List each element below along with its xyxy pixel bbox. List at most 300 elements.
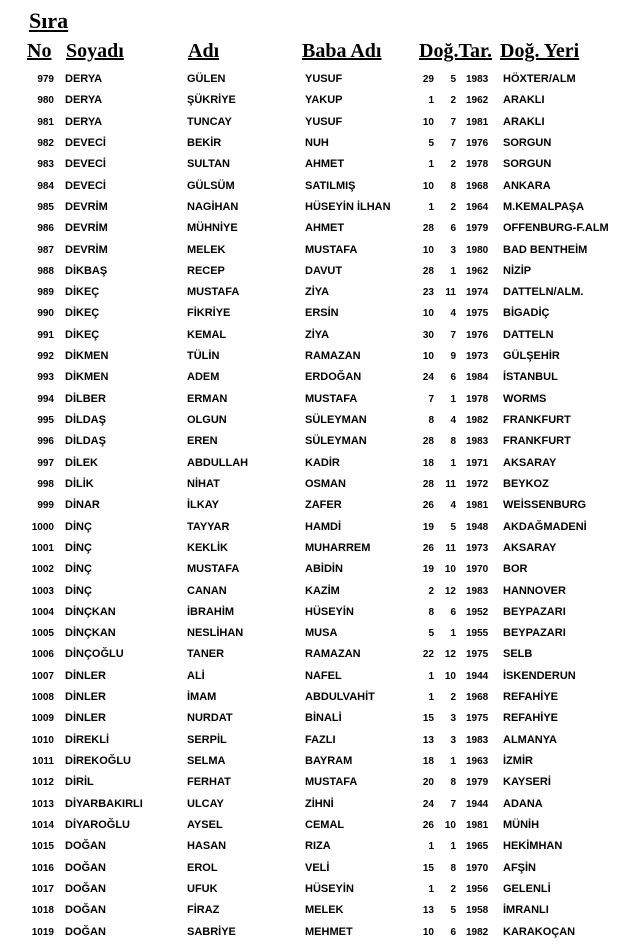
surname: DEVECİ xyxy=(65,158,106,171)
birth-month: 4 xyxy=(450,308,456,320)
first-name: GÜLSÜM xyxy=(187,179,235,192)
row-number: 1012 xyxy=(31,777,54,789)
surname: DERYA xyxy=(65,94,103,107)
birth-place: HANNOVER xyxy=(503,584,566,597)
father-name: ZİHNİ xyxy=(305,797,334,810)
birth-month: 9 xyxy=(450,351,456,363)
row-number: 990 xyxy=(37,308,54,320)
birth-place: WORMS xyxy=(503,392,547,405)
birth-day: 20 xyxy=(422,777,434,789)
birth-year: 1948 xyxy=(466,521,489,533)
first-name: TAYYAR xyxy=(187,520,230,533)
row-number: 1013 xyxy=(31,798,54,810)
father-name: MUSTAFA xyxy=(305,392,358,405)
birth-year: 1968 xyxy=(466,180,489,192)
birth-day: 28 xyxy=(422,478,434,490)
row-number: 1004 xyxy=(31,606,54,618)
birth-place: ADANA xyxy=(503,797,543,810)
birth-year: 1972 xyxy=(466,478,489,490)
birth-year: 1980 xyxy=(466,244,489,256)
surname: DİREKOĞLU xyxy=(65,755,131,767)
table-row xyxy=(0,325,630,346)
first-name: İMAM xyxy=(187,691,217,704)
table-row xyxy=(0,154,630,175)
birth-day: 1 xyxy=(428,95,434,107)
father-name: VELİ xyxy=(305,861,330,874)
row-number: 1000 xyxy=(31,521,54,533)
birth-year: 1984 xyxy=(466,372,489,384)
birth-year: 1956 xyxy=(466,883,489,895)
birth-month: 1 xyxy=(450,265,456,277)
father-name: SATILMIŞ xyxy=(305,179,356,192)
birth-place: GÜLŞEHİR xyxy=(503,350,560,363)
birth-day: 19 xyxy=(422,521,434,533)
birth-year: 1962 xyxy=(466,265,489,277)
birth-month: 5 xyxy=(450,521,456,533)
birth-month: 10 xyxy=(444,670,456,682)
birth-year: 1979 xyxy=(466,777,489,789)
birth-month: 1 xyxy=(450,628,456,640)
first-name: TÜLİN xyxy=(187,350,220,363)
row-number: 988 xyxy=(37,265,54,277)
table-row xyxy=(0,794,630,815)
birth-year: 1970 xyxy=(466,564,489,576)
table-row xyxy=(0,112,630,133)
surname: DİKEÇ xyxy=(65,286,100,299)
row-number: 1007 xyxy=(31,670,54,682)
birth-month: 5 xyxy=(450,74,456,85)
surname: DİNLER xyxy=(65,691,106,704)
first-name: NAGİHAN xyxy=(187,200,239,213)
surname: DİNÇ xyxy=(65,520,92,533)
first-name: SELMA xyxy=(187,755,226,767)
birth-day: 10 xyxy=(422,308,434,320)
surname: DİNÇ xyxy=(65,584,92,597)
birth-day: 1 xyxy=(428,670,434,682)
father-name: SÜLEYMAN xyxy=(305,414,367,426)
father-name: YAKUP xyxy=(305,94,343,107)
surname: DİLBER xyxy=(65,392,106,405)
first-name: ADEM xyxy=(187,371,220,384)
first-name: MUSTAFA xyxy=(187,286,240,299)
surname: DERYA xyxy=(65,73,103,85)
table-row xyxy=(0,495,630,516)
birth-place: BEYKOZ xyxy=(503,477,549,490)
first-name: ŞÜKRİYE xyxy=(187,94,236,107)
birth-place: M.KEMALPAŞA xyxy=(503,200,585,213)
surname: DİKEÇ xyxy=(65,307,100,320)
row-number: 992 xyxy=(37,351,54,363)
row-number: 1002 xyxy=(31,564,54,576)
row-number: 995 xyxy=(37,415,54,426)
birth-day: 15 xyxy=(422,713,434,725)
birth-place: AKDAĞMADENİ xyxy=(503,520,587,533)
table-row xyxy=(0,900,630,921)
father-name: ZİYA xyxy=(305,328,330,341)
birth-month: 6 xyxy=(450,223,456,235)
father-name: ERSİN xyxy=(305,307,339,320)
birth-day: 26 xyxy=(422,500,434,512)
birth-place: BİGADİÇ xyxy=(503,307,550,320)
father-name: NUH xyxy=(305,136,329,149)
first-name: TUNCAY xyxy=(187,115,232,128)
birth-month: 11 xyxy=(445,542,456,554)
birth-year: 1978 xyxy=(466,159,489,171)
birth-month: 1 xyxy=(450,457,456,469)
father-name: KADİR xyxy=(305,456,340,469)
birth-day: 26 xyxy=(422,542,434,554)
birth-day: 8 xyxy=(428,415,434,426)
father-name: ABİDİN xyxy=(305,563,343,576)
first-name: HASAN xyxy=(187,840,227,853)
row-number: 1016 xyxy=(31,862,54,874)
birth-month: 8 xyxy=(450,180,456,192)
father-name: MELEK xyxy=(305,904,344,917)
birth-year: 1975 xyxy=(466,713,489,725)
birth-place: REFAHİYE xyxy=(503,691,559,704)
birth-day: 5 xyxy=(428,137,434,149)
father-name: HAMDİ xyxy=(305,520,342,533)
birth-day: 13 xyxy=(422,734,434,746)
birth-year: 1983 xyxy=(466,436,489,448)
birth-day: 18 xyxy=(422,756,434,767)
surname: DİKMEN xyxy=(65,350,109,363)
birth-month: 10 xyxy=(444,819,456,831)
surname: DOĞAN xyxy=(65,861,106,874)
records-table xyxy=(0,69,630,943)
birth-year: 1965 xyxy=(466,841,489,853)
row-number: 996 xyxy=(37,436,54,448)
birth-day: 1 xyxy=(428,201,434,213)
table-row xyxy=(0,581,630,602)
birth-place: ANKARA xyxy=(503,179,551,192)
father-name: RAMAZAN xyxy=(305,648,361,661)
birth-year: 1983 xyxy=(466,74,489,85)
father-name: FAZLI xyxy=(305,733,336,746)
birth-day: 19 xyxy=(422,564,434,576)
father-name: MUSTAFA xyxy=(305,243,358,256)
birth-year: 1952 xyxy=(466,606,489,618)
birth-month: 4 xyxy=(450,415,456,426)
surname: DİYAROĞLU xyxy=(65,818,130,831)
surname: DİLDAŞ xyxy=(65,414,106,426)
row-number: 1015 xyxy=(31,841,54,853)
first-name: BEKİR xyxy=(187,136,222,149)
birth-year: 1944 xyxy=(466,670,489,682)
birth-place: HÖXTER/ALM xyxy=(503,73,576,85)
birth-day: 22 xyxy=(422,649,434,661)
birth-year: 1970 xyxy=(466,862,489,874)
first-name: OLGUN xyxy=(187,414,227,426)
table-row xyxy=(0,772,630,793)
row-number: 987 xyxy=(37,244,54,256)
surname: DİNLER xyxy=(65,712,106,725)
birth-place: KAYSERİ xyxy=(503,776,551,789)
birth-day: 2 xyxy=(428,585,434,597)
birth-month: 2 xyxy=(450,201,456,213)
birth-place: HEKİMHAN xyxy=(503,840,563,853)
surname: DİLDAŞ xyxy=(65,435,106,448)
first-name: AYSEL xyxy=(187,818,223,831)
first-name: İLKAY xyxy=(187,499,219,512)
header-baba-adi: Baba Adı xyxy=(302,40,382,62)
father-name: CEMAL xyxy=(305,818,345,831)
surname: DEVRİM xyxy=(65,200,108,213)
table-row xyxy=(0,922,630,943)
birth-year: 1983 xyxy=(466,585,489,597)
row-number: 985 xyxy=(37,201,54,213)
birth-month: 7 xyxy=(450,329,456,341)
birth-month: 8 xyxy=(450,862,456,874)
table-row xyxy=(0,282,630,303)
row-number: 982 xyxy=(37,137,54,149)
birth-place: İZMİR xyxy=(503,755,533,767)
table-row xyxy=(0,858,630,879)
birth-month: 7 xyxy=(450,116,456,128)
birth-place: NİZİP xyxy=(503,264,532,277)
birth-month: 11 xyxy=(445,287,456,299)
father-name: HÜSEYİN İLHAN xyxy=(305,200,391,213)
first-name: FİKRİYE xyxy=(187,307,231,320)
birth-month: 5 xyxy=(450,905,456,917)
father-name: SÜLEYMAN xyxy=(305,435,367,448)
birth-month: 1 xyxy=(450,841,456,853)
row-number: 984 xyxy=(37,180,54,192)
birth-place: BEYPAZARI xyxy=(503,605,566,618)
surname: DERYA xyxy=(65,115,103,128)
surname: DİNÇOĞLU xyxy=(65,648,124,661)
birth-place: AKSARAY xyxy=(503,456,557,469)
table-row xyxy=(0,176,630,197)
birth-place: ALMANYA xyxy=(503,733,557,746)
birth-year: 1964 xyxy=(466,201,489,213)
birth-day: 28 xyxy=(422,436,434,448)
birth-day: 26 xyxy=(422,819,434,831)
first-name: NESLİHAN xyxy=(187,627,244,640)
birth-place: ARAKLI xyxy=(503,115,545,128)
father-name: ERDOĞAN xyxy=(305,371,362,384)
father-name: KAZİM xyxy=(305,584,340,597)
table-row xyxy=(0,751,630,772)
table-row xyxy=(0,644,630,665)
birth-year: 1958 xyxy=(466,905,489,917)
birth-place: AKSARAY xyxy=(503,541,557,554)
birth-month: 12 xyxy=(444,649,456,661)
row-number: 1011 xyxy=(32,756,54,767)
birth-place: BEYPAZARI xyxy=(503,627,566,640)
birth-day: 28 xyxy=(422,265,434,277)
first-name: ABDULLAH xyxy=(187,456,249,469)
father-name: ZİYA xyxy=(305,286,330,299)
birth-month: 7 xyxy=(450,137,456,149)
first-name: MUSTAFA xyxy=(187,563,240,576)
birth-place: SORGUN xyxy=(503,136,552,149)
birth-year: 1974 xyxy=(466,287,489,299)
table-row xyxy=(0,815,630,836)
birth-year: 1979 xyxy=(466,223,489,235)
birth-year: 1973 xyxy=(466,542,489,554)
surname: DİNÇKAN xyxy=(65,605,116,618)
row-number: 1001 xyxy=(31,542,54,554)
birth-place: DATTELN/ALM. xyxy=(503,286,584,299)
birth-year: 1976 xyxy=(466,329,489,341)
birth-place: DATTELN xyxy=(503,328,554,341)
table-row xyxy=(0,879,630,900)
table-row xyxy=(0,836,630,857)
birth-day: 1 xyxy=(428,841,434,853)
surname: DİLEK xyxy=(65,456,98,469)
birth-day: 10 xyxy=(422,351,434,363)
first-name: UFUK xyxy=(187,882,218,895)
row-number: 997 xyxy=(37,457,54,469)
birth-place: OFFENBURG-F.ALM xyxy=(503,222,609,235)
table-row xyxy=(0,666,630,687)
header-no: No xyxy=(27,40,52,62)
birth-year: 1982 xyxy=(466,415,489,426)
birth-day: 30 xyxy=(422,329,434,341)
birth-year: 1973 xyxy=(466,351,489,363)
birth-month: 1 xyxy=(450,756,456,767)
birth-place: MÜNİH xyxy=(503,818,540,831)
table-row xyxy=(0,602,630,623)
section-title: Sıra xyxy=(29,8,69,33)
birth-year: 1983 xyxy=(466,734,489,746)
birth-place: KARAKOÇAN xyxy=(503,925,576,938)
first-name: SULTAN xyxy=(187,158,230,171)
father-name: ABDULVAHİT xyxy=(305,691,375,704)
birth-month: 12 xyxy=(444,585,456,597)
birth-day: 15 xyxy=(422,862,434,874)
father-name: YUSUF xyxy=(305,115,343,128)
birth-day: 7 xyxy=(428,393,434,405)
header-dogum-tarihi: Doğ.Tar. xyxy=(419,40,492,62)
father-name: RAMAZAN xyxy=(305,350,361,363)
birth-year: 1962 xyxy=(466,95,489,107)
first-name: NURDAT xyxy=(187,712,233,725)
birth-place: FRANKFURT xyxy=(503,414,571,426)
birth-year: 1982 xyxy=(466,926,489,938)
birth-month: 3 xyxy=(450,244,456,256)
surname: DOĞAN xyxy=(65,904,106,917)
row-number: 994 xyxy=(37,393,54,405)
row-number: 1014 xyxy=(31,819,54,831)
father-name: AHMET xyxy=(305,222,345,235)
father-name: MUSA xyxy=(305,627,338,640)
table-row xyxy=(0,69,630,90)
row-number: 1009 xyxy=(31,713,54,725)
table-row xyxy=(0,431,630,452)
birth-day: 13 xyxy=(422,905,434,917)
father-name: MEHMET xyxy=(305,925,353,938)
birth-place: İSTANBUL xyxy=(503,371,558,384)
surname: DİNÇKAN xyxy=(65,627,116,640)
surname: DİLİK xyxy=(65,477,94,490)
first-name: EROL xyxy=(187,861,218,874)
row-number: 1008 xyxy=(31,692,54,704)
birth-month: 2 xyxy=(450,95,456,107)
first-name: GÜLEN xyxy=(187,73,226,85)
birth-month: 3 xyxy=(450,734,456,746)
birth-month: 8 xyxy=(450,436,456,448)
birth-place: REFAHİYE xyxy=(503,712,559,725)
surname: DEVRİM xyxy=(65,243,108,256)
row-number: 991 xyxy=(37,329,54,341)
father-name: BİNALİ xyxy=(305,712,342,725)
row-number: 983 xyxy=(37,159,54,171)
surname: DOĞAN xyxy=(65,882,106,895)
birth-day: 29 xyxy=(422,74,434,85)
first-name: SERPİL xyxy=(187,733,227,746)
row-number: 980 xyxy=(37,95,54,107)
table-row xyxy=(0,517,630,538)
first-name: KEMAL xyxy=(187,328,227,341)
surname: DİYARBAKIRLI xyxy=(65,797,143,810)
birth-place: BAD BENTHEİM xyxy=(503,243,588,256)
birth-day: 18 xyxy=(422,457,434,469)
birth-place: ARAKLI xyxy=(503,94,545,107)
table-row xyxy=(0,538,630,559)
first-name: RECEP xyxy=(187,264,225,277)
birth-place: İSKENDERUN xyxy=(503,669,576,682)
table-row xyxy=(0,623,630,644)
birth-day: 24 xyxy=(422,372,434,384)
birth-day: 10 xyxy=(422,926,434,938)
surname: DOĞAN xyxy=(65,840,106,853)
birth-place: AFŞİN xyxy=(503,861,536,874)
surname: DİNÇ xyxy=(65,563,92,576)
birth-day: 1 xyxy=(428,692,434,704)
birth-day: 28 xyxy=(422,223,434,235)
birth-day: 1 xyxy=(428,883,434,895)
birth-place: GELENLİ xyxy=(503,882,551,895)
birth-month: 2 xyxy=(450,883,456,895)
birth-month: 11 xyxy=(445,478,456,490)
birth-day: 10 xyxy=(422,244,434,256)
row-number: 993 xyxy=(37,372,54,384)
birth-place: FRANKFURT xyxy=(503,435,571,448)
first-name: NİHAT xyxy=(187,477,220,490)
row-number: 986 xyxy=(37,223,54,235)
birth-year: 1968 xyxy=(466,692,489,704)
birth-month: 6 xyxy=(450,606,456,618)
birth-day: 10 xyxy=(422,180,434,192)
first-name: FİRAZ xyxy=(187,904,220,917)
header-dogum-yeri: Doğ. Yeri xyxy=(500,40,580,62)
first-name: İBRAHİM xyxy=(187,605,235,618)
father-name: RIZA xyxy=(305,840,331,853)
birth-place: SORGUN xyxy=(503,158,552,171)
first-name: EREN xyxy=(187,435,218,448)
table-row xyxy=(0,90,630,111)
table-row xyxy=(0,346,630,367)
table-row xyxy=(0,218,630,239)
table-row xyxy=(0,708,630,729)
birth-month: 6 xyxy=(450,926,456,938)
surname: DİNAR xyxy=(65,499,100,512)
first-name: MÜHNİYE xyxy=(187,222,238,235)
birth-year: 1981 xyxy=(466,819,489,831)
birth-month: 2 xyxy=(450,159,456,171)
father-name: DAVUT xyxy=(305,264,343,277)
surname: DİKEÇ xyxy=(65,328,100,341)
father-name: MUHARREM xyxy=(305,541,371,554)
birth-month: 4 xyxy=(450,500,456,512)
birth-year: 1976 xyxy=(466,137,489,149)
table-row xyxy=(0,240,630,261)
father-name: AHMET xyxy=(305,158,345,171)
father-name: YUSUF xyxy=(305,73,343,85)
birth-month: 1 xyxy=(450,393,456,405)
